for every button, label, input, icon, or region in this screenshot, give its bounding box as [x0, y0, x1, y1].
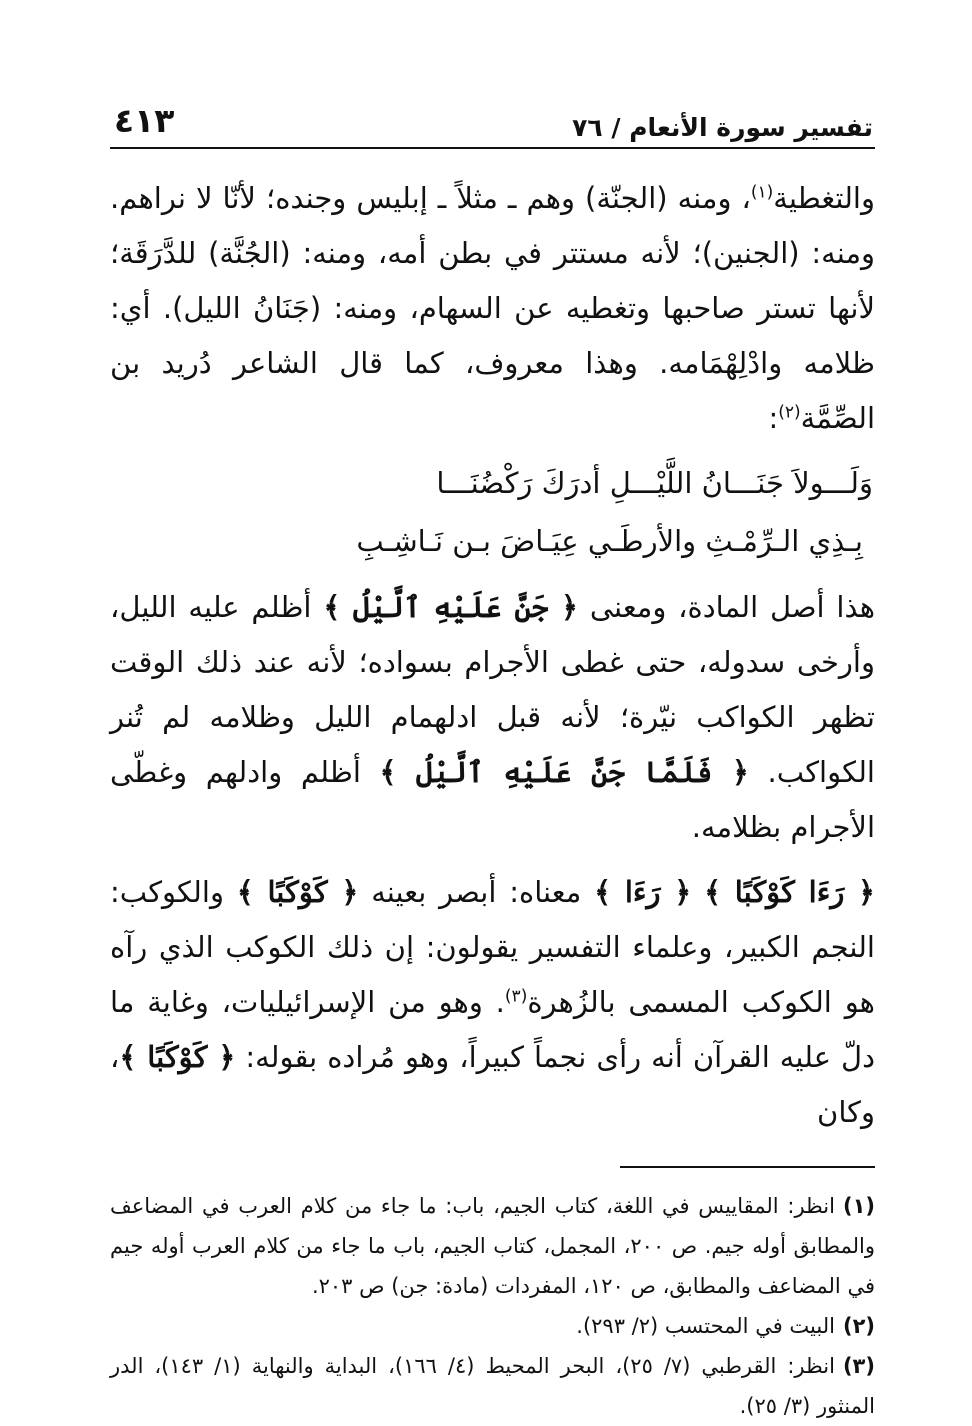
paragraph-2-text-b: أظلم عليه الليل، وأرخى سدوله، حتى غطى الأجرام بسواده؛ لأنه عند ذلك الوقت تظهر الكواكب نيّرة؛ لأنه قبل ادلهمام الليل وظلامه لم تُنر الكواكب.	[110, 590, 875, 789]
poem-verse-line-2: بِـذِي الـرِّمْـثِ والأرطَـي عِيَـاضَ بـن نَـاشِـبِ	[356, 524, 863, 558]
footnote-number: (٢)	[842, 1314, 875, 1338]
quran-quote: ﴿ كَوْكَبًا ﴾	[119, 1040, 236, 1074]
page-number: ٤١٣	[114, 101, 175, 140]
footnote-text: انظر: المقاييس في اللغة، كتاب الجيم، باب: ما جاء من كلام العرب في المضاعف والمطابق أوله جيم. ص ٢٠٠، المجمل، كتاب الجيم، باب ما جاء من كلام العرب أوله جيم في المضاعف والمطابق، ص ١٢٠، المفردات (مادة: جن) ص ٢٠٣.	[110, 1194, 875, 1298]
paragraph-3-text-a: معناه: أبصر بعينه	[371, 875, 582, 909]
quran-quote: ﴿ كَوْكَبًا ﴾	[236, 875, 359, 909]
paragraph-1	[110, 171, 875, 446]
poem-verse-line-1: وَلَـــولاَ جَنَـــانُ اللَّيْـــلِ أدرَكَ رَكْضُنَـــا	[436, 466, 873, 500]
paragraph-1-text-a: والتغطية	[773, 181, 875, 215]
footnote-text: انظر: القرطبي (٧/ ٢٥)، البحر المحيط (٤/ ١٦٦)، البداية والنهاية (١/ ١٤٣)، الدر المنثور (٣/ ٢٥).	[110, 1354, 875, 1418]
paragraph-2-text-c: أظلم وادلهم وغطّى الأجرام بظلامه.	[110, 755, 875, 844]
quran-quote: ﴿ فَلَمَّا جَنَّ عَلَيْهِ ٱلَّيْلُ ﴾	[379, 755, 749, 789]
paragraph-3-text-b: والكوكب: النجم الكبير، وعلماء التفسير يقولون: إن ذلك الكوكب الذي رآه هو الكوكب المسمى بالزُهرة	[110, 875, 875, 1019]
book-page	[110, 95, 876, 1418]
surah-title: تفسير سورة الأنعام / ٧٦	[572, 113, 873, 142]
footnote-number: (١)	[842, 1194, 875, 1218]
footnote-ref-1[interactable]: (١)	[750, 182, 774, 203]
footnote-text: البيت في المحتسب (٢/ ٢٩٣).	[576, 1314, 835, 1338]
footnote-ref-2[interactable]: (٢)	[778, 402, 801, 423]
paragraph-2-text-a: هذا أصل المادة، ومعنى	[589, 590, 876, 624]
paragraph-3-text-c: . وهو من الإسرائيليات، وغاية ما دلّ عليه القرآن أنه رأى نجماً كبيراً، وهو مُراده بقوله:	[110, 985, 875, 1074]
page-header	[110, 95, 875, 149]
footnote-ref-3[interactable]: (٣)	[504, 986, 528, 1007]
paragraph-3-text-d: ، وكان	[110, 1040, 875, 1129]
quran-quote: ﴿ جَنَّ عَلَيْهِ ٱلَّيْلُ ﴾	[323, 590, 579, 624]
main-text	[110, 171, 875, 1140]
paragraph-2	[110, 580, 875, 855]
footnote-2	[110, 1306, 875, 1346]
paragraph-1-text-c: :	[768, 401, 779, 435]
quran-quote: ﴿ رَءَا ﴾	[594, 875, 692, 909]
footnote-3	[110, 1346, 875, 1426]
footnote-divider	[620, 1166, 875, 1168]
paragraph-3	[110, 865, 875, 1140]
footnotes	[110, 1186, 875, 1426]
footnote-1	[110, 1186, 875, 1306]
footnote-number: (٣)	[842, 1354, 875, 1378]
quran-quote: ﴿ رَءَا كَوْكَبًا ﴾	[704, 875, 876, 909]
paragraph-1-text-b: ، ومنه (الجنّة) وهم ـ مثلاً ـ إبليس وجنده؛ لأنّا لا نراهم. ومنه: (الجنين)؛ لأنه مستتر في بطن أمه، ومنه: (الجُنَّة) للدَّرَقَة؛ لأنها تستر صاحبها وتغطيه عن السهام، ومنه: (جَنَانُ الليل). أي: ظلامه وادْلِهْمَامه. وهذا معروف، كما قال الشاعر دُريد بن الصِّمَّة	[110, 181, 875, 435]
